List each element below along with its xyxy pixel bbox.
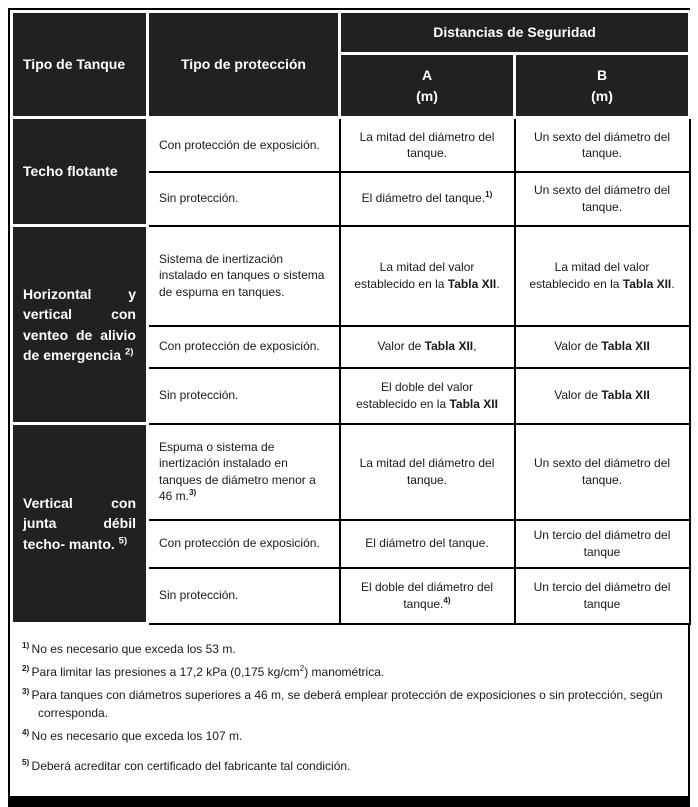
distance-a-cell: La mitad del valor establecido en la Tabla XII. <box>340 226 515 326</box>
distance-b-cell: La mitad del valor establecido en la Tabla XII. <box>515 226 690 326</box>
group-header-techo-flotante: Techo flotante <box>12 118 148 226</box>
col-b-unit: (m) <box>591 87 613 104</box>
footnote-5: $^{5)}$ Deberá acreditar con certificado del fabricante tal condición. <box>22 758 351 773</box>
distance-b-cell: Un sexto del diámetro del tanque. <box>515 424 690 520</box>
distance-a-cell: El diámetro del tanque. <box>340 520 515 568</box>
group-header-vertical-junta-debil: Vertical con junta débil techo- manto. $^{5)}$ <box>12 424 148 624</box>
footnote-1: $^{1)}$ No es necesario que exceda los 53 m. <box>22 641 236 656</box>
footnote-2: $^{2)}$ Para limitar las presiones a 17,2 kPa (0,175 $kg/cm^2$) manométrica. <box>22 664 385 679</box>
distance-b-cell: Un sexto del diámetro del tanque. <box>515 172 690 226</box>
footnote-3: $^{3)}$ Para tanques con diámetros superiores a 46 m, se deberá emplear protección de exposiciones o sin protección, según corresponda. <box>22 687 663 720</box>
footnotes-section <box>10 625 688 796</box>
header-col-b <box>515 54 690 118</box>
header-tipo-proteccion: Tipo de protección <box>148 12 340 118</box>
header-distancias-seguridad: Distancias de Seguridad <box>340 12 690 54</box>
col-b-label: B <box>596 66 608 83</box>
distance-b-cell: Un sexto del diámetro del tanque. <box>515 118 690 172</box>
safety-distances-table <box>8 8 690 807</box>
distance-b-cell: Valor de Tabla XII <box>515 368 690 424</box>
distance-b-cell: Un tercio del diámetro del tanque <box>515 568 690 624</box>
protection-cell: Sistema de inertización instalado en tanques o sistema de espuma en tanques. <box>148 226 340 326</box>
table-row <box>12 118 690 172</box>
protection-cell: Sin protección. <box>148 568 340 624</box>
table-row <box>12 226 690 326</box>
footnote-4: $^{4)}$ No es necesario que exceda los 107 m. <box>22 728 243 743</box>
distance-a-cell: El diámetro del tanque.$^{1)}$ <box>340 172 515 226</box>
distance-b-cell: Un tercio del diámetro del tanque <box>515 520 690 568</box>
protection-cell: Sin protección. <box>148 172 340 226</box>
protection-cell: Espuma o sistema de inertización instalado en tanques de diámetro menor a 46 m.$^{3)}$ <box>148 424 340 520</box>
distance-b-cell: Valor de Tabla XII <box>515 326 690 368</box>
table-row <box>12 424 690 520</box>
distance-a-cell: El doble del valor establecido en la Tabla XII <box>340 368 515 424</box>
col-a-label: A <box>421 66 433 83</box>
col-a-unit: (m) <box>416 87 438 104</box>
protection-cell: Con protección de exposición. <box>148 520 340 568</box>
header-col-a <box>340 54 515 118</box>
distance-a-cell: La mitad del diámetro del tanque. <box>340 118 515 172</box>
protection-cell: Con protección de exposición. <box>148 326 340 368</box>
distance-a-cell: El doble del diámetro del tanque.$^{4)}$ <box>340 568 515 624</box>
protection-cell: Sin protección. <box>148 368 340 424</box>
tank-safety-table <box>10 10 691 625</box>
distance-a-cell: La mitad del diámetro del tanque. <box>340 424 515 520</box>
distance-a-cell: Valor de Tabla XII, <box>340 326 515 368</box>
header-tipo-tanque: Tipo de Tanque <box>12 12 148 118</box>
protection-cell: Con protección de exposición. <box>148 118 340 172</box>
group-header-horizontal-vertical: Horizontal y vertical con venteo de alivio de emergencia $^{2)}$ <box>12 226 148 424</box>
